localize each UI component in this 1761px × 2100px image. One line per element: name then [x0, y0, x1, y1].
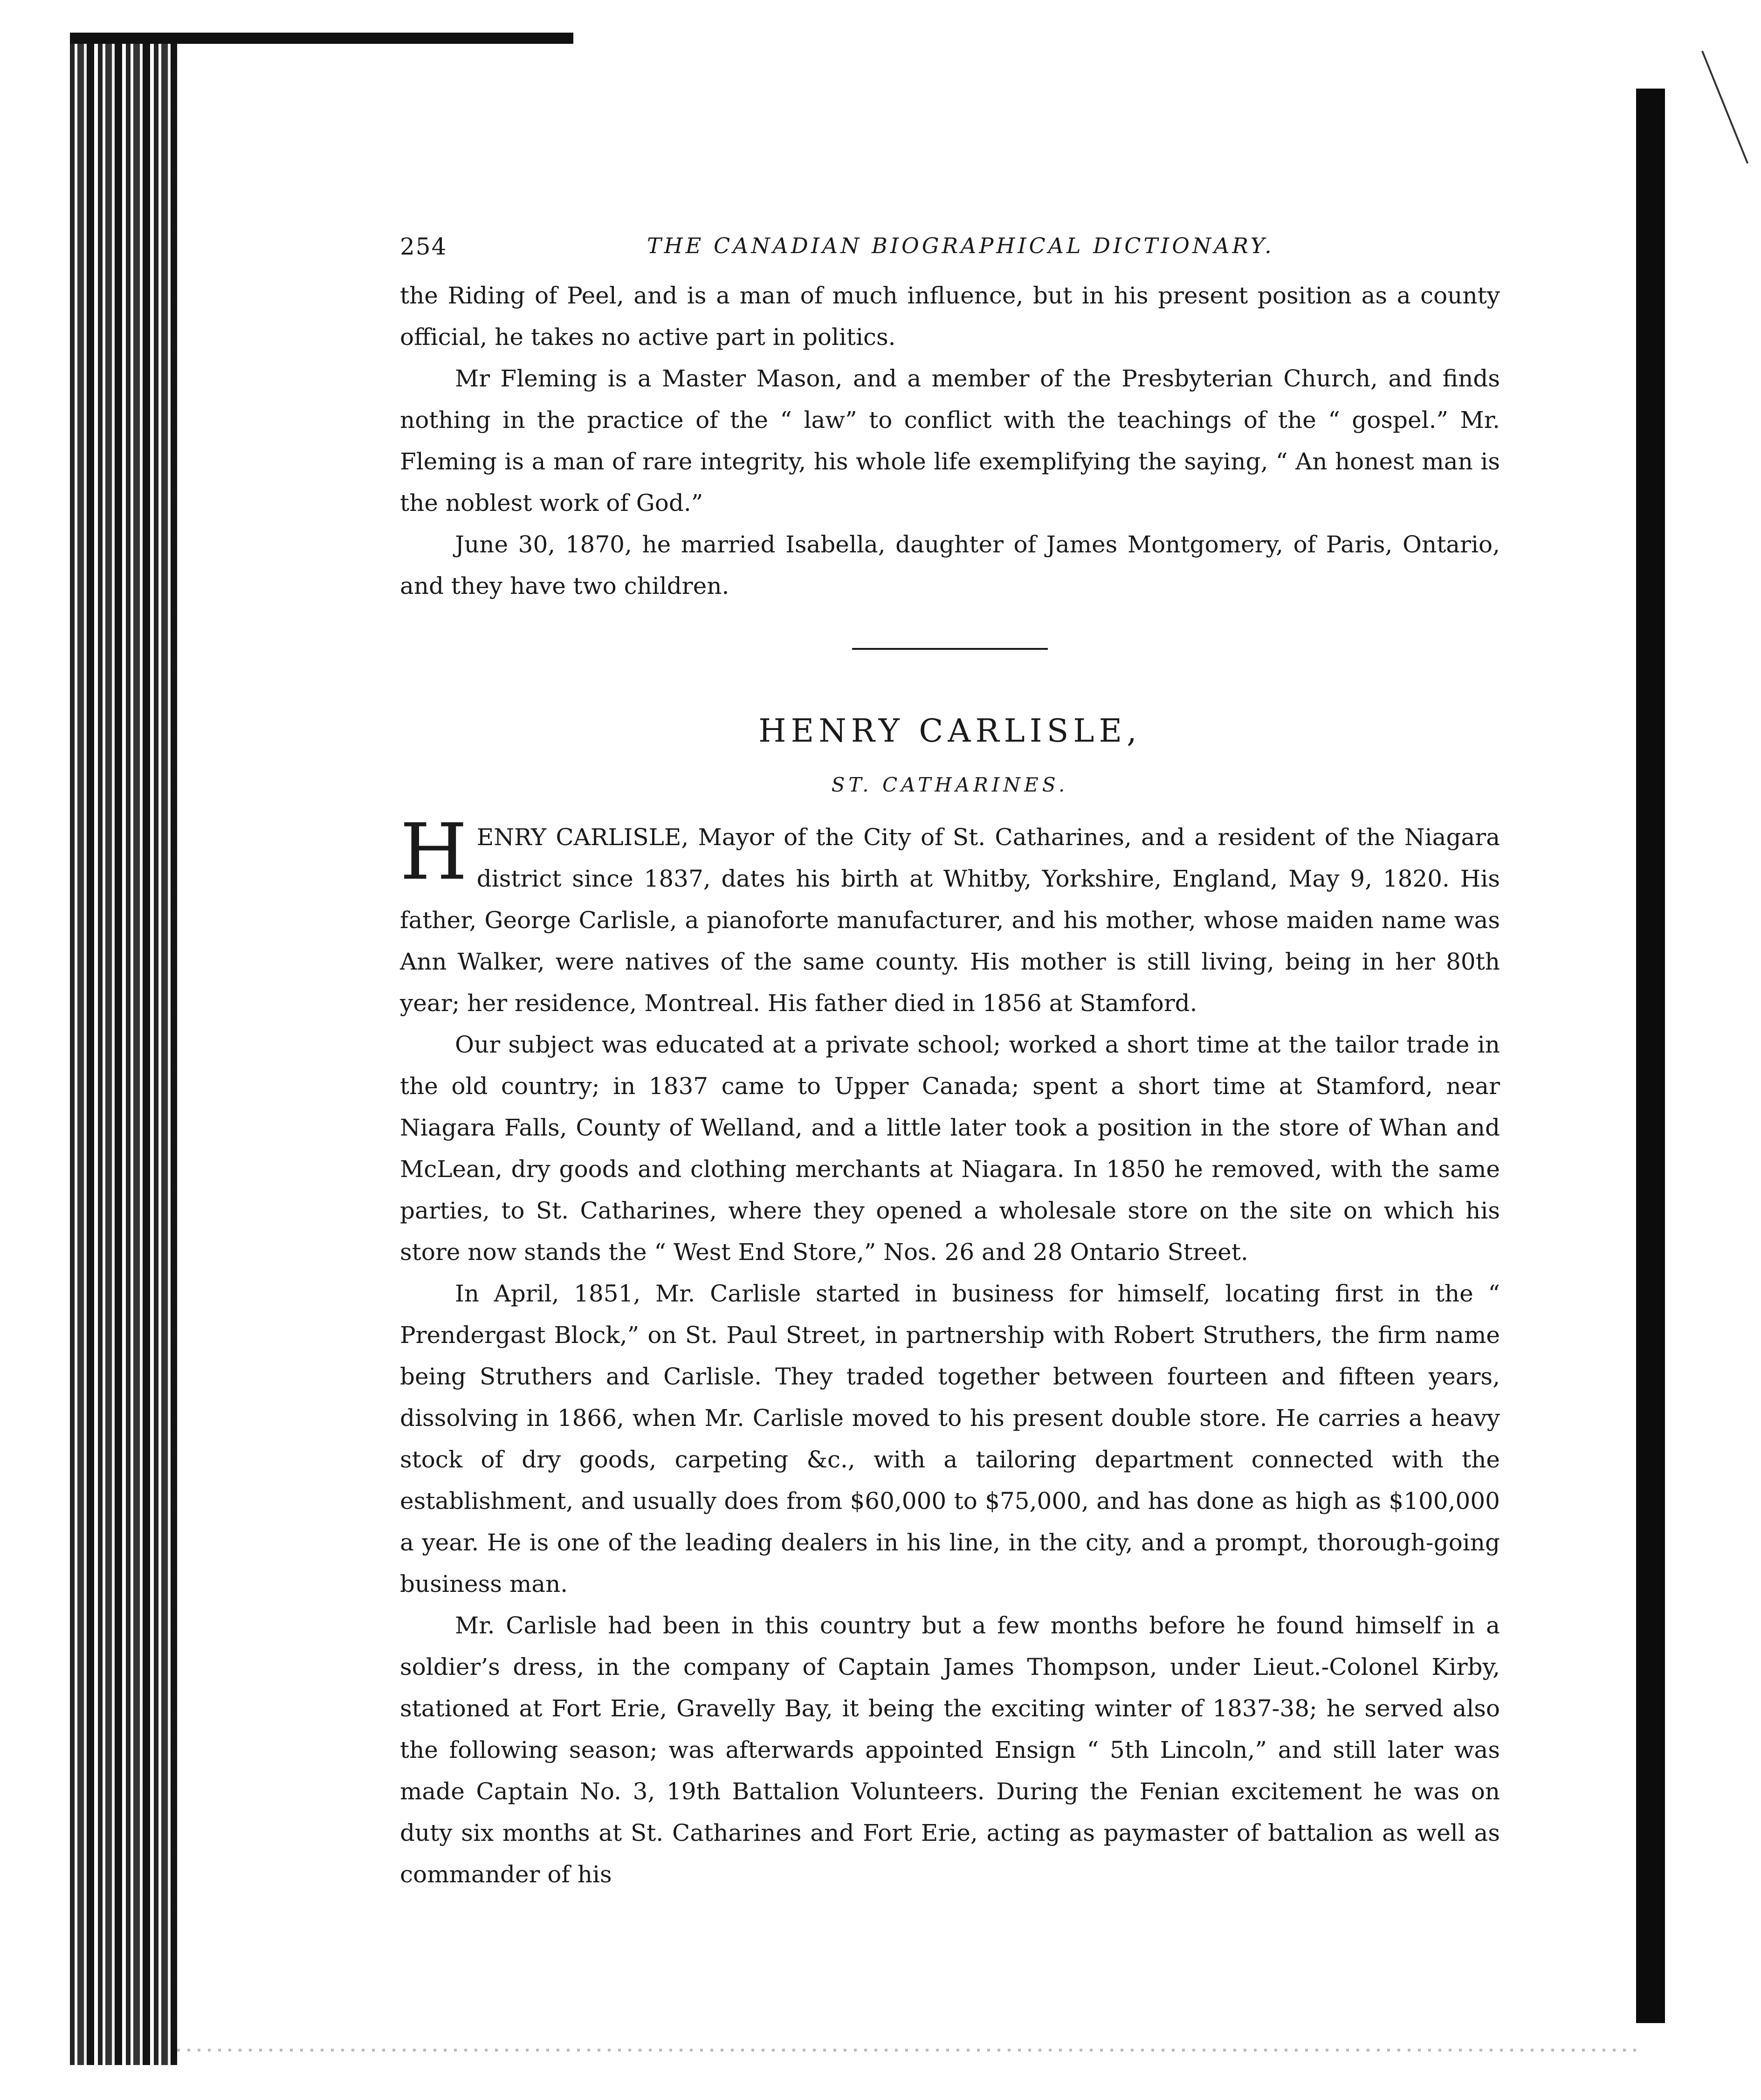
- page-number: 254: [400, 233, 447, 260]
- previous-entry-paragraph: the Riding of Peel, and is a man of much influence, but in his present position as a county official, he takes no active part in politics.: [400, 282, 1500, 351]
- scan-line-right: [1701, 51, 1748, 164]
- previous-entry: [400, 275, 1500, 607]
- scan-edge-right: [1636, 89, 1665, 2023]
- page-content: [400, 219, 1500, 1895]
- entry-first-paragraph-text: ENRY CARLISLE, Mayor of the City of St. Catharines, and a resident of the Niagara district since 1837, dates his birth at Whitby, Yorkshire, England, May 9, 1820. His father, George Carlisle, a pianoforte manufacturer, and his mother, whose maiden name was Ann Walker, were natives of the same county. His mother is still living, being in her 80th year; her residence, Montreal. His father died in 1856 at Stamford.: [400, 824, 1500, 1017]
- entry-first-paragraph: [400, 807, 1500, 1024]
- drop-cap: H: [400, 807, 468, 897]
- scan-bottom-dots: [177, 2049, 1636, 2052]
- entry-paragraph: In April, 1851, Mr. Carlisle started in business for himself, locating first in the “ Prendergast Block,” on St. Paul Street, in partnership with Robert Struthers, the firm name being Struthers and Carlisle. They traded together between fourteen and fifteen years, dissolving in 1866, when Mr. Carlisle moved to his present double store. He carries a heavy stock of dry goods, carpeting &c., with a tailoring department connected with the establishment, and usually does from $60,000 to $75,000, and has done as high as $100,000 a year. He is one of the leading dealers in his line, in the city, and a prompt, thorough-going business man.: [400, 1280, 1500, 1597]
- scan-edge-left: [70, 33, 177, 2065]
- entry-paragraph: Our subject was educated at a private school; worked a short time at the tailor trade in the old country; in 1837 came to Upper Canada; spent a short time at Stamford, near Niagara Falls, County of Welland, and a little later took a position in the store of Whan and McLean, dry goods and clothing merchants at Niagara. In 1850 he removed, with the same parties, to St. Catharines, where they opened a wholesale store on the site on which his store now stands the “ West End Store,” Nos. 26 and 28 Ontario Street.: [400, 1031, 1500, 1266]
- scan-edge-top: [70, 33, 573, 44]
- previous-entry-paragraph: June 30, 1870, he married Isabella, daughter of James Montgomery, of Paris, Ontario, and they have two children.: [400, 531, 1500, 599]
- entry-name-heading: HENRY CARLISLE,: [758, 713, 1142, 750]
- running-head: [400, 219, 1500, 275]
- entry-paragraph: Mr. Carlisle had been in this country but a few months before he found himself in a soldier’s dress, in the company of Captain James Thompson, under Lieut.-Colonel Kirby, stationed at Fort Erie, Gravelly Bay, it being the exciting winter of 1837-38; he served also the following season; was afterwards appointed Ensign “ 5th Lincoln,” and still later was made Captain No. 3, 19th Battalion Volunteers. During the Fenian excitement he was on duty six months at St. Catharines and Fort Erie, acting as paymaster of battalion as well as commander of his: [400, 1612, 1500, 1888]
- entry-place-subheading: ST. CATHARINES.: [831, 773, 1069, 796]
- running-title: THE CANADIAN BIOGRAPHICAL DICTIONARY.: [647, 233, 1274, 258]
- previous-entry-paragraph: Mr Fleming is a Master Mason, and a member of the Presbyterian Church, and finds nothing in the practice of the “ law” to conflict with the teachings of the “ gospel.” Mr. Fleming is a man of rare integrity, his whole life exemplifying the saying, “ An honest man is the noblest work of God.”: [400, 365, 1500, 516]
- section-divider: [852, 648, 1048, 650]
